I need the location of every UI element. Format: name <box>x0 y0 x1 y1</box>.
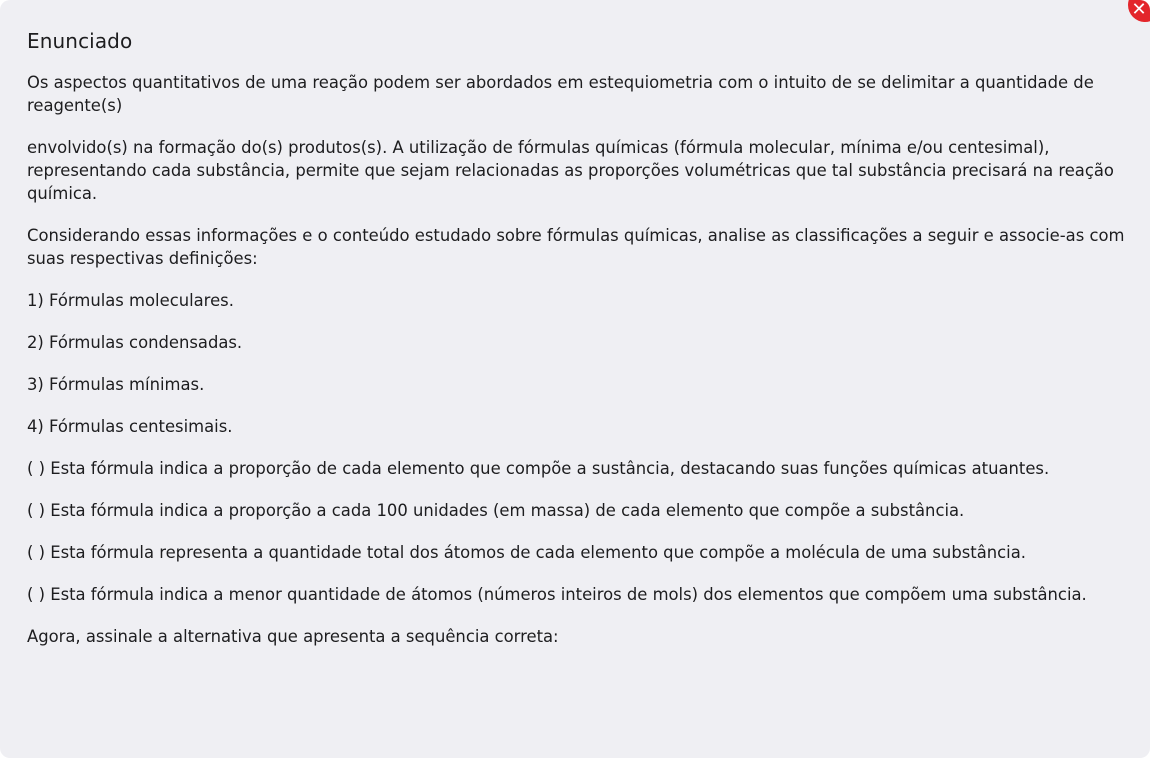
classification-item: 4) Fórmulas centesimais. <box>27 417 233 436</box>
close-icon[interactable]: ✕ <box>1131 0 1147 20</box>
classification-item: 1) Fórmulas moleculares. <box>27 291 234 310</box>
statement-content <box>27 28 1127 667</box>
definition-item: ( ) Esta fórmula indica a menor quantidade de átomos (números inteiros de mols) dos elementos que compõem uma substância. <box>27 585 1087 604</box>
close-button[interactable] <box>1128 0 1150 22</box>
definition-item: ( ) Esta fórmula representa a quantidade total dos átomos de cada elemento que compõe a molécula de uma substância. <box>27 543 1026 562</box>
definition-item: ( ) Esta fórmula indica a proporção de cada elemento que compõe a sustância, destacando suas funções químicas atuantes. <box>27 459 1050 478</box>
definition-item: ( ) Esta fórmula indica a proporção a cada 100 unidades (em massa) de cada elemento que compõe a substância. <box>27 501 965 520</box>
statement-paragraph: envolvido(s) na formação do(s) produtos(s). A utilização de fórmulas químicas (fórmula molecular, mínima e/ou centesimal), representando cada substância, permite que sejam relacionadas as proporções volumétricas que tal substância precisará na reação química. <box>27 138 1114 203</box>
statement-paragraph: Considerando essas informações e o conteúdo estudado sobre fórmulas químicas, analise as classificações a seguir e associe-as com suas respectivas definições: <box>27 226 1125 268</box>
classification-item: 3) Fórmulas mínimas. <box>27 375 205 394</box>
instruction-text: Agora, assinale a alternativa que apresenta a sequência correta: <box>27 627 559 646</box>
statement-paragraph: Os aspectos quantitativos de uma reação podem ser abordados em estequiometria com o intuito de se delimitar a quantidade de reagente(s) <box>27 73 1094 115</box>
classification-item: 2) Fórmulas condensadas. <box>27 333 243 352</box>
modal-title: Enunciado <box>27 29 133 53</box>
